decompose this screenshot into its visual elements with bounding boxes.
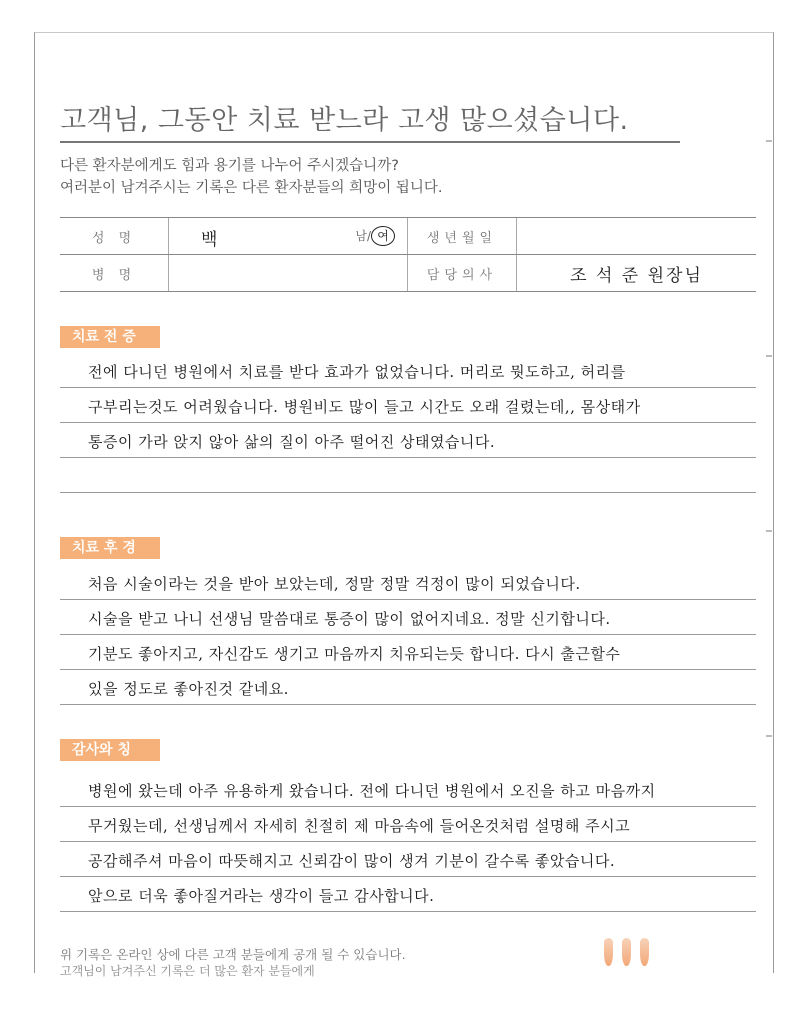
handwritten-text: 구부리는것도 어려웠습니다. 병원비도 많이 들고 시간도 오래 걸렸는데,, 몸상태가 xyxy=(88,398,641,416)
margin-tick xyxy=(766,355,772,357)
intro-line: 여러분이 남겨주시는 기록은 다른 환자분들의 희망이 됩니다. xyxy=(60,180,443,196)
decorative-drops xyxy=(604,938,658,970)
before-lines xyxy=(60,353,756,493)
margin-tick xyxy=(766,530,772,532)
section-badge-before: 치료 전 증상 xyxy=(60,326,160,348)
drop-icon xyxy=(604,938,613,966)
handwritten-text: 통증이 가라 앉지 않아 삶의 질이 아주 떨어진 상태였습니다. xyxy=(88,433,496,451)
page-title: 고객님, 그동안 치료 받느라 고생 많으셨습니다. xyxy=(60,98,680,143)
sex-selected-circle: 여 xyxy=(371,226,395,246)
doctor-label: 담당의사 xyxy=(408,255,517,292)
birth-value xyxy=(517,218,757,255)
handwritten-text: 무거웠는데, 선생님께서 자세히 친절히 제 마음속에 들어온것처럼 설명해 주시고 xyxy=(88,817,631,835)
handwritten-text: 처음 시술이라는 것을 받아 보았는데, 정말 정말 걱정이 많이 되었습니다. xyxy=(88,575,581,593)
text-line xyxy=(60,423,756,458)
name-cell xyxy=(169,218,408,255)
sex-field xyxy=(355,226,395,246)
thanks-lines xyxy=(60,772,756,912)
patient-info-table xyxy=(60,217,756,292)
sex-label: 남/ xyxy=(355,229,371,243)
text-line xyxy=(60,635,756,670)
handwritten-text: 전에 다니던 병원에서 치료를 받다 효과가 없었습니다. 머리로 뭣도하고, 허리를 xyxy=(88,363,626,381)
text-line xyxy=(60,353,756,388)
text-line xyxy=(60,842,756,877)
text-line xyxy=(60,807,756,842)
margin-tick xyxy=(766,140,772,142)
handwritten-text: 시술을 받고 나니 선생님 말씀대로 통증이 많이 없어지네요. 정말 신기합니다. xyxy=(88,610,611,628)
handwritten-text: 있을 정도로 좋아진것 같네요. xyxy=(88,680,289,698)
text-line xyxy=(60,565,756,600)
margin-tick xyxy=(766,735,772,737)
text-line xyxy=(60,458,756,493)
section-badge-after: 치료 후 경과 xyxy=(60,537,160,559)
after-lines xyxy=(60,565,756,705)
name-label: 성 명 xyxy=(60,218,169,255)
footer-note-cut: 고객님이 남겨주신 기록은 더 많은 환자 분들에게 xyxy=(60,964,315,978)
name-value: 백 xyxy=(201,230,218,250)
text-line xyxy=(60,670,756,705)
intro-text xyxy=(60,155,442,199)
text-line xyxy=(60,877,756,912)
text-line xyxy=(60,388,756,423)
handwritten-text: 기분도 좋아지고, 자신감도 생기고 마음까지 치유되는듯 합니다. 다시 출근할수 xyxy=(88,645,621,663)
text-line xyxy=(60,600,756,635)
handwritten-text: 공감해주셔 마음이 따뜻해지고 신뢰감이 많이 생겨 기분이 갈수록 좋았습니다. xyxy=(88,852,616,870)
intro-line: 다른 환자분에게도 힘과 용기를 나누어 주시겠습니까? xyxy=(60,158,399,174)
birth-label: 생년월일 xyxy=(408,218,517,255)
section-badge-thanks: 감사와 칭찬 xyxy=(60,739,160,761)
drop-icon xyxy=(640,938,649,966)
footer-note: 위 기록은 온라인 상에 다른 고객 분들에게 공개 될 수 있습니다. xyxy=(60,947,406,962)
doctor-value: 조 석 준 원장님 xyxy=(517,255,757,292)
handwritten-text: 병원에 왔는데 아주 유용하게 왔습니다. 전에 다니던 병원에서 오진을 하고 마음까지 xyxy=(88,782,656,800)
handwritten-text: 앞으로 더욱 좋아질거라는 생각이 들고 감사합니다. xyxy=(88,887,435,905)
drop-icon xyxy=(622,938,631,966)
disease-value xyxy=(169,255,408,292)
text-line xyxy=(60,772,756,807)
disease-label: 병 명 xyxy=(60,255,169,292)
